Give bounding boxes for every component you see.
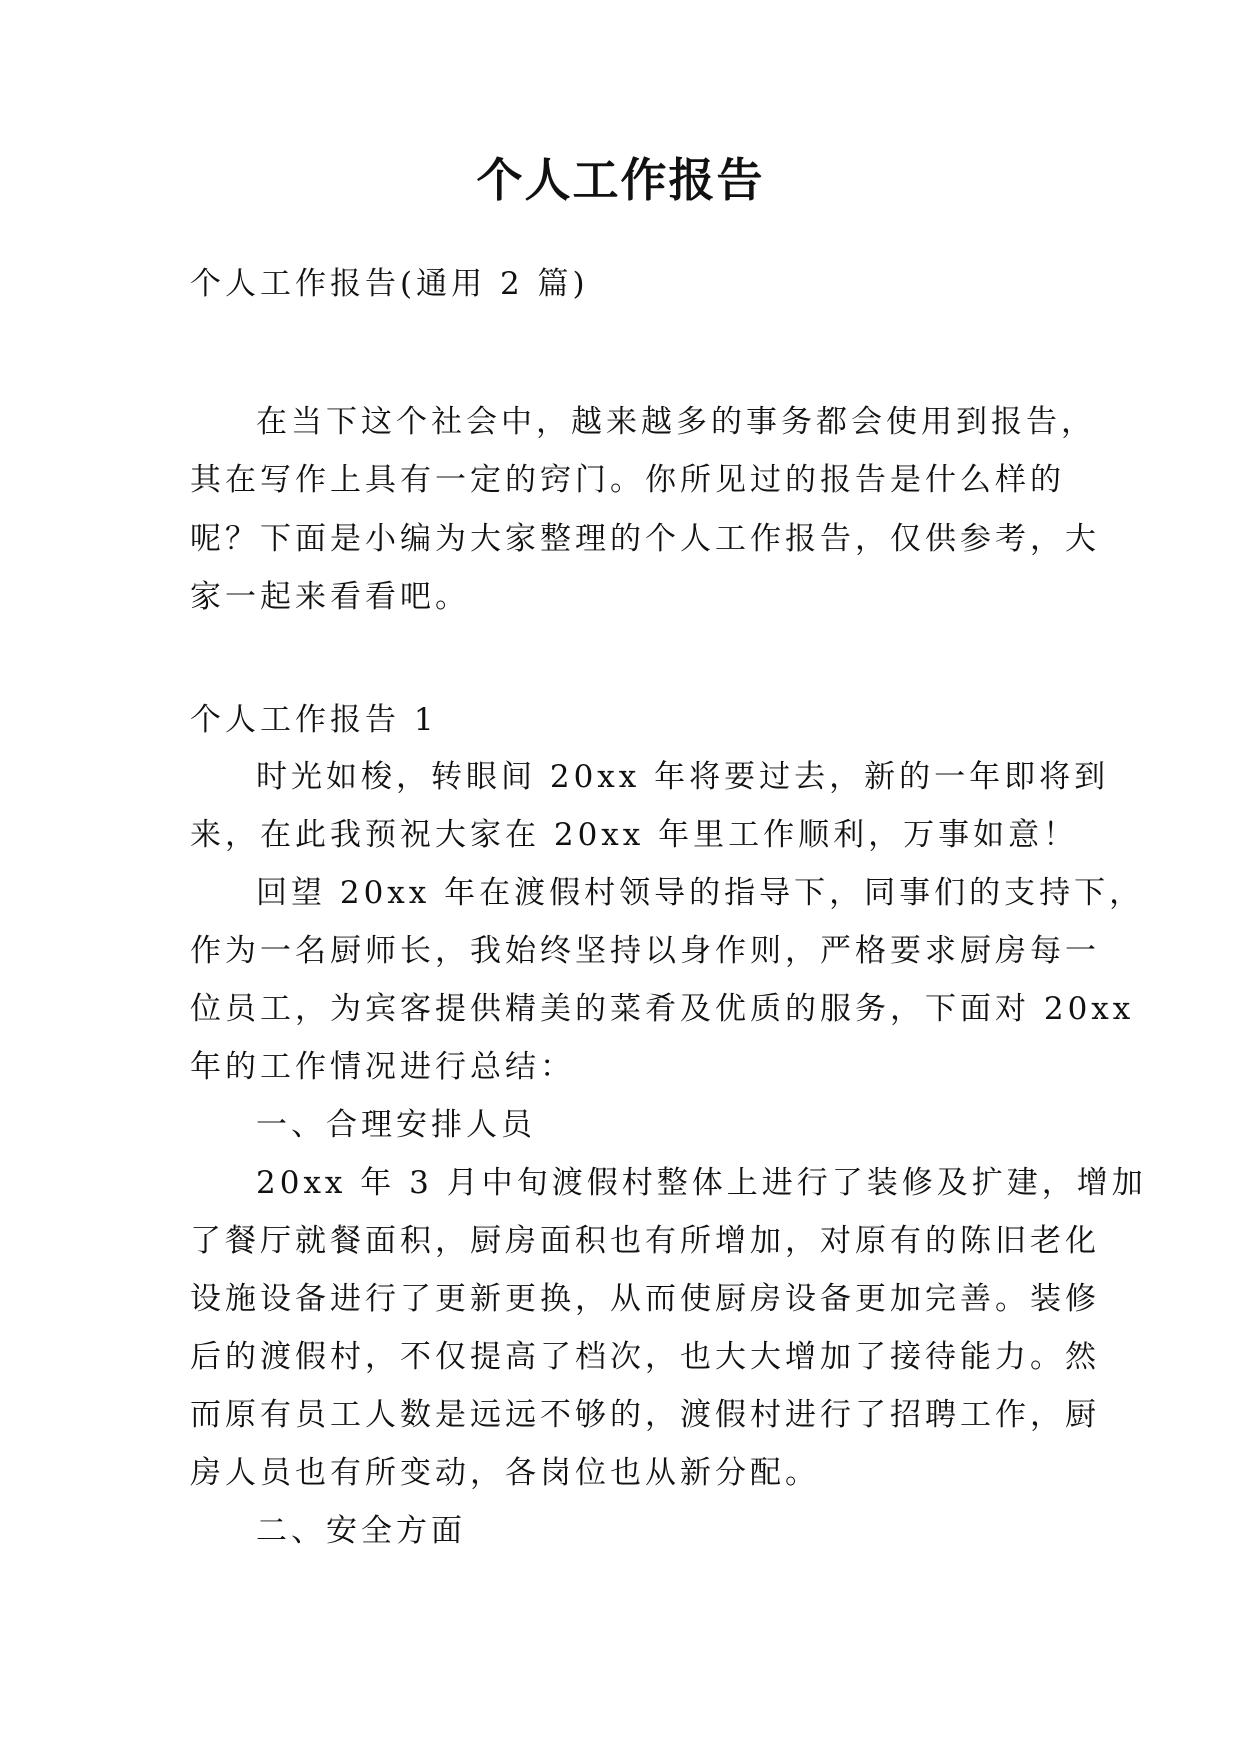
section-heading: 个人工作报告 1 — [190, 702, 438, 738]
document-subtitle: 个人工作报告(通用 2 篇) — [190, 266, 589, 302]
intro-line-3: 呢？下面是小编为大家整理的个人工作报告，仅供参考，大 — [190, 521, 1100, 557]
intro-line-4: 家一起来看看吧。 — [190, 579, 470, 615]
para1-line-2: 来，在此我预祝大家在 20xx 年里工作顺利，万事如意！ — [190, 817, 1079, 853]
para2-line-3: 位员工，为宾客提供精美的菜肴及优质的服务，下面对 20xx — [190, 991, 1135, 1027]
para3-line-1: 20xx 年 3 月中旬渡假村整体上进行了装修及扩建，增加 — [256, 1165, 1147, 1201]
para2-line-2: 作为一名厨师长，我始终坚持以身作则，严格要求厨房每一 — [190, 933, 1100, 969]
document-title: 个人工作报告 — [476, 153, 765, 207]
para2-line-4: 年的工作情况进行总结： — [190, 1049, 575, 1085]
para3-line-2: 了餐厅就餐面积，厨房面积也有所增加，对原有的陈旧老化 — [190, 1223, 1100, 1259]
para3-line-6: 房人员也有所变动，各岗位也从新分配。 — [190, 1455, 820, 1491]
intro-line-2: 其在写作上具有一定的窍门。你所见过的报告是什么样的 — [190, 462, 1065, 498]
para3-line-3: 设施设备进行了更新更换，从而使厨房设备更加完善。装修 — [190, 1281, 1100, 1317]
heading-2: 二、安全方面 — [256, 1513, 466, 1549]
para1-line-1: 时光如梭，转眼间 20xx 年将要过去，新的一年即将到 — [256, 759, 1110, 795]
heading-1: 一、合理安排人员 — [256, 1107, 536, 1143]
para3-line-4: 后的渡假村，不仅提高了档次，也大大增加了接待能力。然 — [190, 1339, 1100, 1375]
para2-line-1: 回望 20xx 年在渡假村领导的指导下，同事们的支持下， — [256, 875, 1145, 911]
intro-line-1: 在当下这个社会中，越来越多的事务都会使用到报告， — [256, 404, 1096, 440]
para3-line-5: 而原有员工人数是远远不够的，渡假村进行了招聘工作，厨 — [190, 1397, 1100, 1433]
